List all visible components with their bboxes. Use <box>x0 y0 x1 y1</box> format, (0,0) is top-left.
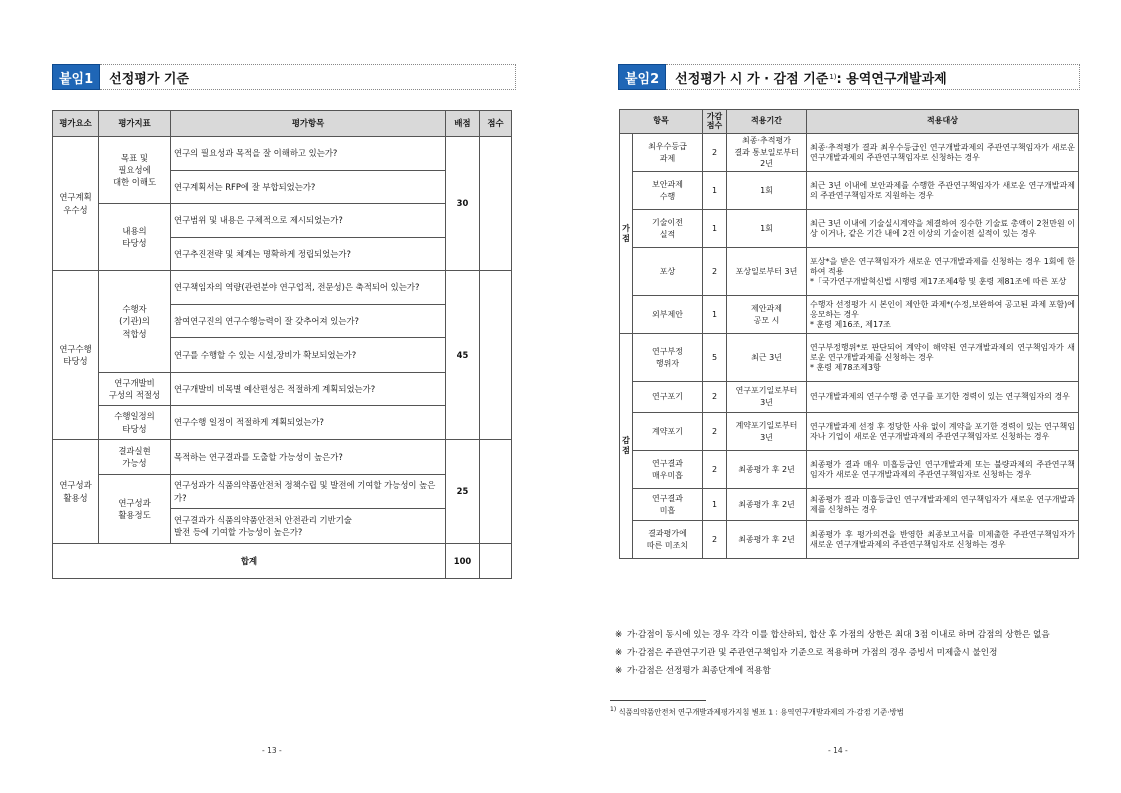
attachment-tag: 붙임1 <box>52 64 100 90</box>
table-row <box>53 373 512 406</box>
page-number: - 13 - <box>262 746 282 755</box>
max-score: 25 <box>446 440 480 544</box>
attachment-title: 선정평가 기준 <box>100 64 516 90</box>
note-item <box>615 628 1081 643</box>
item-name: 계약포기 <box>633 413 703 451</box>
total-score-cell[interactable] <box>480 544 512 579</box>
eval-item: 연구수행 일정이 적절하게 계획되었는가? <box>171 406 446 440</box>
target: 연구개발과제의 연구수행 중 연구를 포기한 경력이 있는 연구책임자의 경우 <box>807 382 1079 413</box>
eval-item: 연구추진전략 및 체계는 명확하게 정립되었는가? <box>171 238 446 271</box>
period: 계약포기일로부터 3년 <box>727 413 807 451</box>
table-row <box>53 137 512 171</box>
table-row <box>53 406 512 440</box>
note-text: 가·감점은 선정평가 최종단계에 적용함 <box>627 666 771 677</box>
target: 최종평가 후 평가의견을 반영한 최종보고서를 미제출한 주관연구책임자가 새로운 연구개발과제의 주관연구책임자로 신청하는 경우 <box>807 521 1079 559</box>
score-cell[interactable] <box>480 137 512 271</box>
points: 2 <box>703 521 727 559</box>
item-name: 포상 <box>633 248 703 296</box>
target: 포상*을 받은 연구책임자가 새로운 연구개발과제를 신청하는 경우 1회에 한하여 적용 *「국가연구개발혁신법 시행령 제17조제4항 및 훈령 제81조에 따른 포상 <box>807 248 1079 296</box>
footnote-number: 1) <box>610 706 617 713</box>
page-13 <box>0 0 560 793</box>
table-row <box>620 451 1079 489</box>
target: 최종평가 결과 매우 미흡등급인 연구개발과제 또는 불량과제의 주관연구책임자가 새로운 연구개발과제의 주관연구책임자로 신청하는 경우 <box>807 451 1079 489</box>
header-cell: 항목 <box>620 110 703 134</box>
table-row <box>53 204 512 238</box>
table-row <box>620 521 1079 559</box>
table-row <box>53 475 512 509</box>
eval-element: 연구계획 우수성 <box>53 137 99 271</box>
eval-item: 연구결과가 식품의약품안전처 안전관리 기반기술 발전 등에 기여할 가능성이 높은가? <box>171 509 446 544</box>
period: 최종평가 후 2년 <box>727 489 807 521</box>
points: 2 <box>703 382 727 413</box>
period: 최종평가 후 2년 <box>727 521 807 559</box>
attachment-tag: 붙임2 <box>618 64 666 90</box>
header-cell: 가감 점수 <box>703 110 727 134</box>
footnote <box>610 706 904 717</box>
penalty-label: 감 점 <box>620 334 633 559</box>
eval-indicator: 결과실현 가능성 <box>99 440 171 475</box>
table-row <box>53 271 512 305</box>
header-cell: 평가항목 <box>171 111 446 137</box>
max-score: 45 <box>446 271 480 440</box>
table-row <box>620 248 1079 296</box>
note-mark: ※ <box>615 630 623 640</box>
header-cell: 점수 <box>480 111 512 137</box>
target: 최종평가 결과 미흡등급인 연구개발과제의 연구책임자가 새로운 연구개발과제를 신청하는 경우 <box>807 489 1079 521</box>
points: 1 <box>703 210 727 248</box>
header-cell: 적용대상 <box>807 110 1079 134</box>
points: 1 <box>703 172 727 210</box>
eval-element: 연구수행 타당성 <box>53 271 99 440</box>
item-name: 연구결과 매우미흡 <box>633 451 703 489</box>
item-name: 기술이전 실적 <box>633 210 703 248</box>
eval-indicator: 연구성과 활용정도 <box>99 475 171 544</box>
period: 최근 3년 <box>727 334 807 382</box>
eval-indicator: 수행자 (기관)의 적합성 <box>99 271 171 373</box>
table-row <box>620 413 1079 451</box>
header-cell: 배점 <box>446 111 480 137</box>
period: 최종·추적평가 결과 통보일로부터 2년 <box>727 134 807 172</box>
max-score: 30 <box>446 137 480 271</box>
target: 연구개발과제 선정 후 정당한 사유 없이 계약을 포기한 경력이 있는 연구책임자나 기업이 새로운 연구개발과제의 주관연구책임자로 신청하는 경우 <box>807 413 1079 451</box>
table-row <box>620 134 1079 172</box>
eval-item: 연구성과가 식품의약품안전처 정책수립 및 발전에 기여할 가능성이 높은가? <box>171 475 446 509</box>
eval-item: 연구개발비 비목별 예산편성은 적절하게 계획되었는가? <box>171 373 446 406</box>
period: 제안과제 공모 시 <box>727 296 807 334</box>
header-cell: 평가지표 <box>99 111 171 137</box>
points: 1 <box>703 296 727 334</box>
header-row <box>620 110 1079 134</box>
points: 2 <box>703 451 727 489</box>
eval-element: 연구성과 활용성 <box>53 440 99 544</box>
points: 1 <box>703 489 727 521</box>
note-item <box>615 664 1081 679</box>
footnote-ref[interactable]: 1) <box>829 73 837 81</box>
period: 포상일로부터 3년 <box>727 248 807 296</box>
table-row <box>620 382 1079 413</box>
eval-item: 연구계획서는 RFP에 잘 부합되었는가? <box>171 171 446 204</box>
page-number: - 14 - <box>828 746 848 755</box>
table-row <box>620 210 1079 248</box>
target: 최종·추적평가 결과 최우수등급인 연구개발과제의 주관연구책임자가 새로운 연구개발과제의 주관연구책임자로 신청하는 경우 <box>807 134 1079 172</box>
total-label: 합계 <box>53 544 446 579</box>
table-row <box>53 440 512 475</box>
table-row <box>620 296 1079 334</box>
footnote-text: 식품의약품안전처 연구개발과제평가지침 별표 1 : 용역연구개발과제의 가·감점 기준·방법 <box>616 707 904 717</box>
points: 2 <box>703 248 727 296</box>
table-row <box>620 172 1079 210</box>
eval-item: 연구범위 및 내용은 구체적으로 제시되었는가? <box>171 204 446 238</box>
header-cell: 평가요소 <box>53 111 99 137</box>
points: 2 <box>703 413 727 451</box>
attachment-heading-2 <box>618 64 1080 90</box>
eval-item: 연구의 필요성과 목적을 잘 이해하고 있는가? <box>171 137 446 171</box>
note-text: 가·감점은 주관연구기관 및 주관연구책임자 기준으로 적용하며 가점의 경우 증빙서 미제출시 불인정 <box>627 648 998 659</box>
score-cell[interactable] <box>480 440 512 544</box>
attachment-title-suffix: : 용역연구개발과제 <box>836 71 947 87</box>
note-text: 가·감점이 동시에 있는 경우 각각 이를 합산하되, 합산 후 가점의 상한은 최대 3점 이내로 하며 감점의 상한은 없음 <box>627 630 1050 640</box>
bonus-penalty-table <box>619 109 1079 559</box>
eval-item: 연구책임자의 역량(관련분야 연구업적, 전문성)은 축적되어 있는가? <box>171 271 446 305</box>
eval-indicator: 목표 및 필요성에 대한 이해도 <box>99 137 171 204</box>
eval-indicator: 수행일정의 타당성 <box>99 406 171 440</box>
note-mark: ※ <box>615 648 623 659</box>
item-name: 연구결과 미흡 <box>633 489 703 521</box>
points: 5 <box>703 334 727 382</box>
selection-criteria-table <box>52 110 512 579</box>
period: 최종평가 후 2년 <box>727 451 807 489</box>
score-cell[interactable] <box>480 271 512 440</box>
attachment-title <box>666 64 1080 90</box>
points: 2 <box>703 134 727 172</box>
table-row <box>620 489 1079 521</box>
period: 1회 <box>727 210 807 248</box>
target: 수행자 선정평가 시 본인이 제안한 과제*(수정,보완하여 공고된 과제 포함)에 응모하는 경우 * 훈령 제16조, 제17조 <box>807 296 1079 334</box>
note-item <box>615 646 1081 661</box>
eval-item: 목적하는 연구결과를 도출할 가능성이 높은가? <box>171 440 446 475</box>
eval-indicator: 연구개발비 구성의 적절성 <box>99 373 171 406</box>
table-row <box>620 334 1079 382</box>
item-name: 결과평가에 따른 미조치 <box>633 521 703 559</box>
target: 연구부정행위*로 판단되어 계약이 해약된 연구개발과제의 연구책임자가 새로운 연구개발과제를 신청하는 경우 * 훈령 제78조제3항 <box>807 334 1079 382</box>
item-name: 연구부정 행위자 <box>633 334 703 382</box>
bonus-label: 가 점 <box>620 134 633 334</box>
total-row <box>53 544 512 579</box>
attachment-title-main: 선정평가 시 가 · 감점 기준 <box>675 71 829 87</box>
period: 연구포기일로부터 3년 <box>727 382 807 413</box>
item-name: 보안과제 수행 <box>633 172 703 210</box>
notes-list <box>615 628 1081 682</box>
attachment-heading-1 <box>52 64 516 90</box>
eval-item: 연구를 수행할 수 있는 시설,장비가 확보되었는가? <box>171 338 446 373</box>
target: 최근 3년 이내에 보안과제를 수행한 주관연구책임자가 새로운 연구개발과제의 주관연구책임자로 지원하는 경우 <box>807 172 1079 210</box>
note-mark: ※ <box>615 666 623 677</box>
header-row <box>53 111 512 137</box>
eval-item: 참여연구진의 연구수행능력이 잘 갖추어져 있는가? <box>171 305 446 338</box>
header-cell: 적용기간 <box>727 110 807 134</box>
period: 1회 <box>727 172 807 210</box>
total-score: 100 <box>446 544 480 579</box>
item-name: 최우수등급 과제 <box>633 134 703 172</box>
footnote-divider <box>610 700 706 701</box>
item-name: 외부제안 <box>633 296 703 334</box>
item-name: 연구포기 <box>633 382 703 413</box>
target: 최근 3년 이내에 기술실시계약을 체결하여 징수한 기술료 총액이 2천만원 이상 이거나, 같은 기간 내에 2건 이상의 기술이전 실적이 있는 경우 <box>807 210 1079 248</box>
eval-indicator: 내용의 타당성 <box>99 204 171 271</box>
